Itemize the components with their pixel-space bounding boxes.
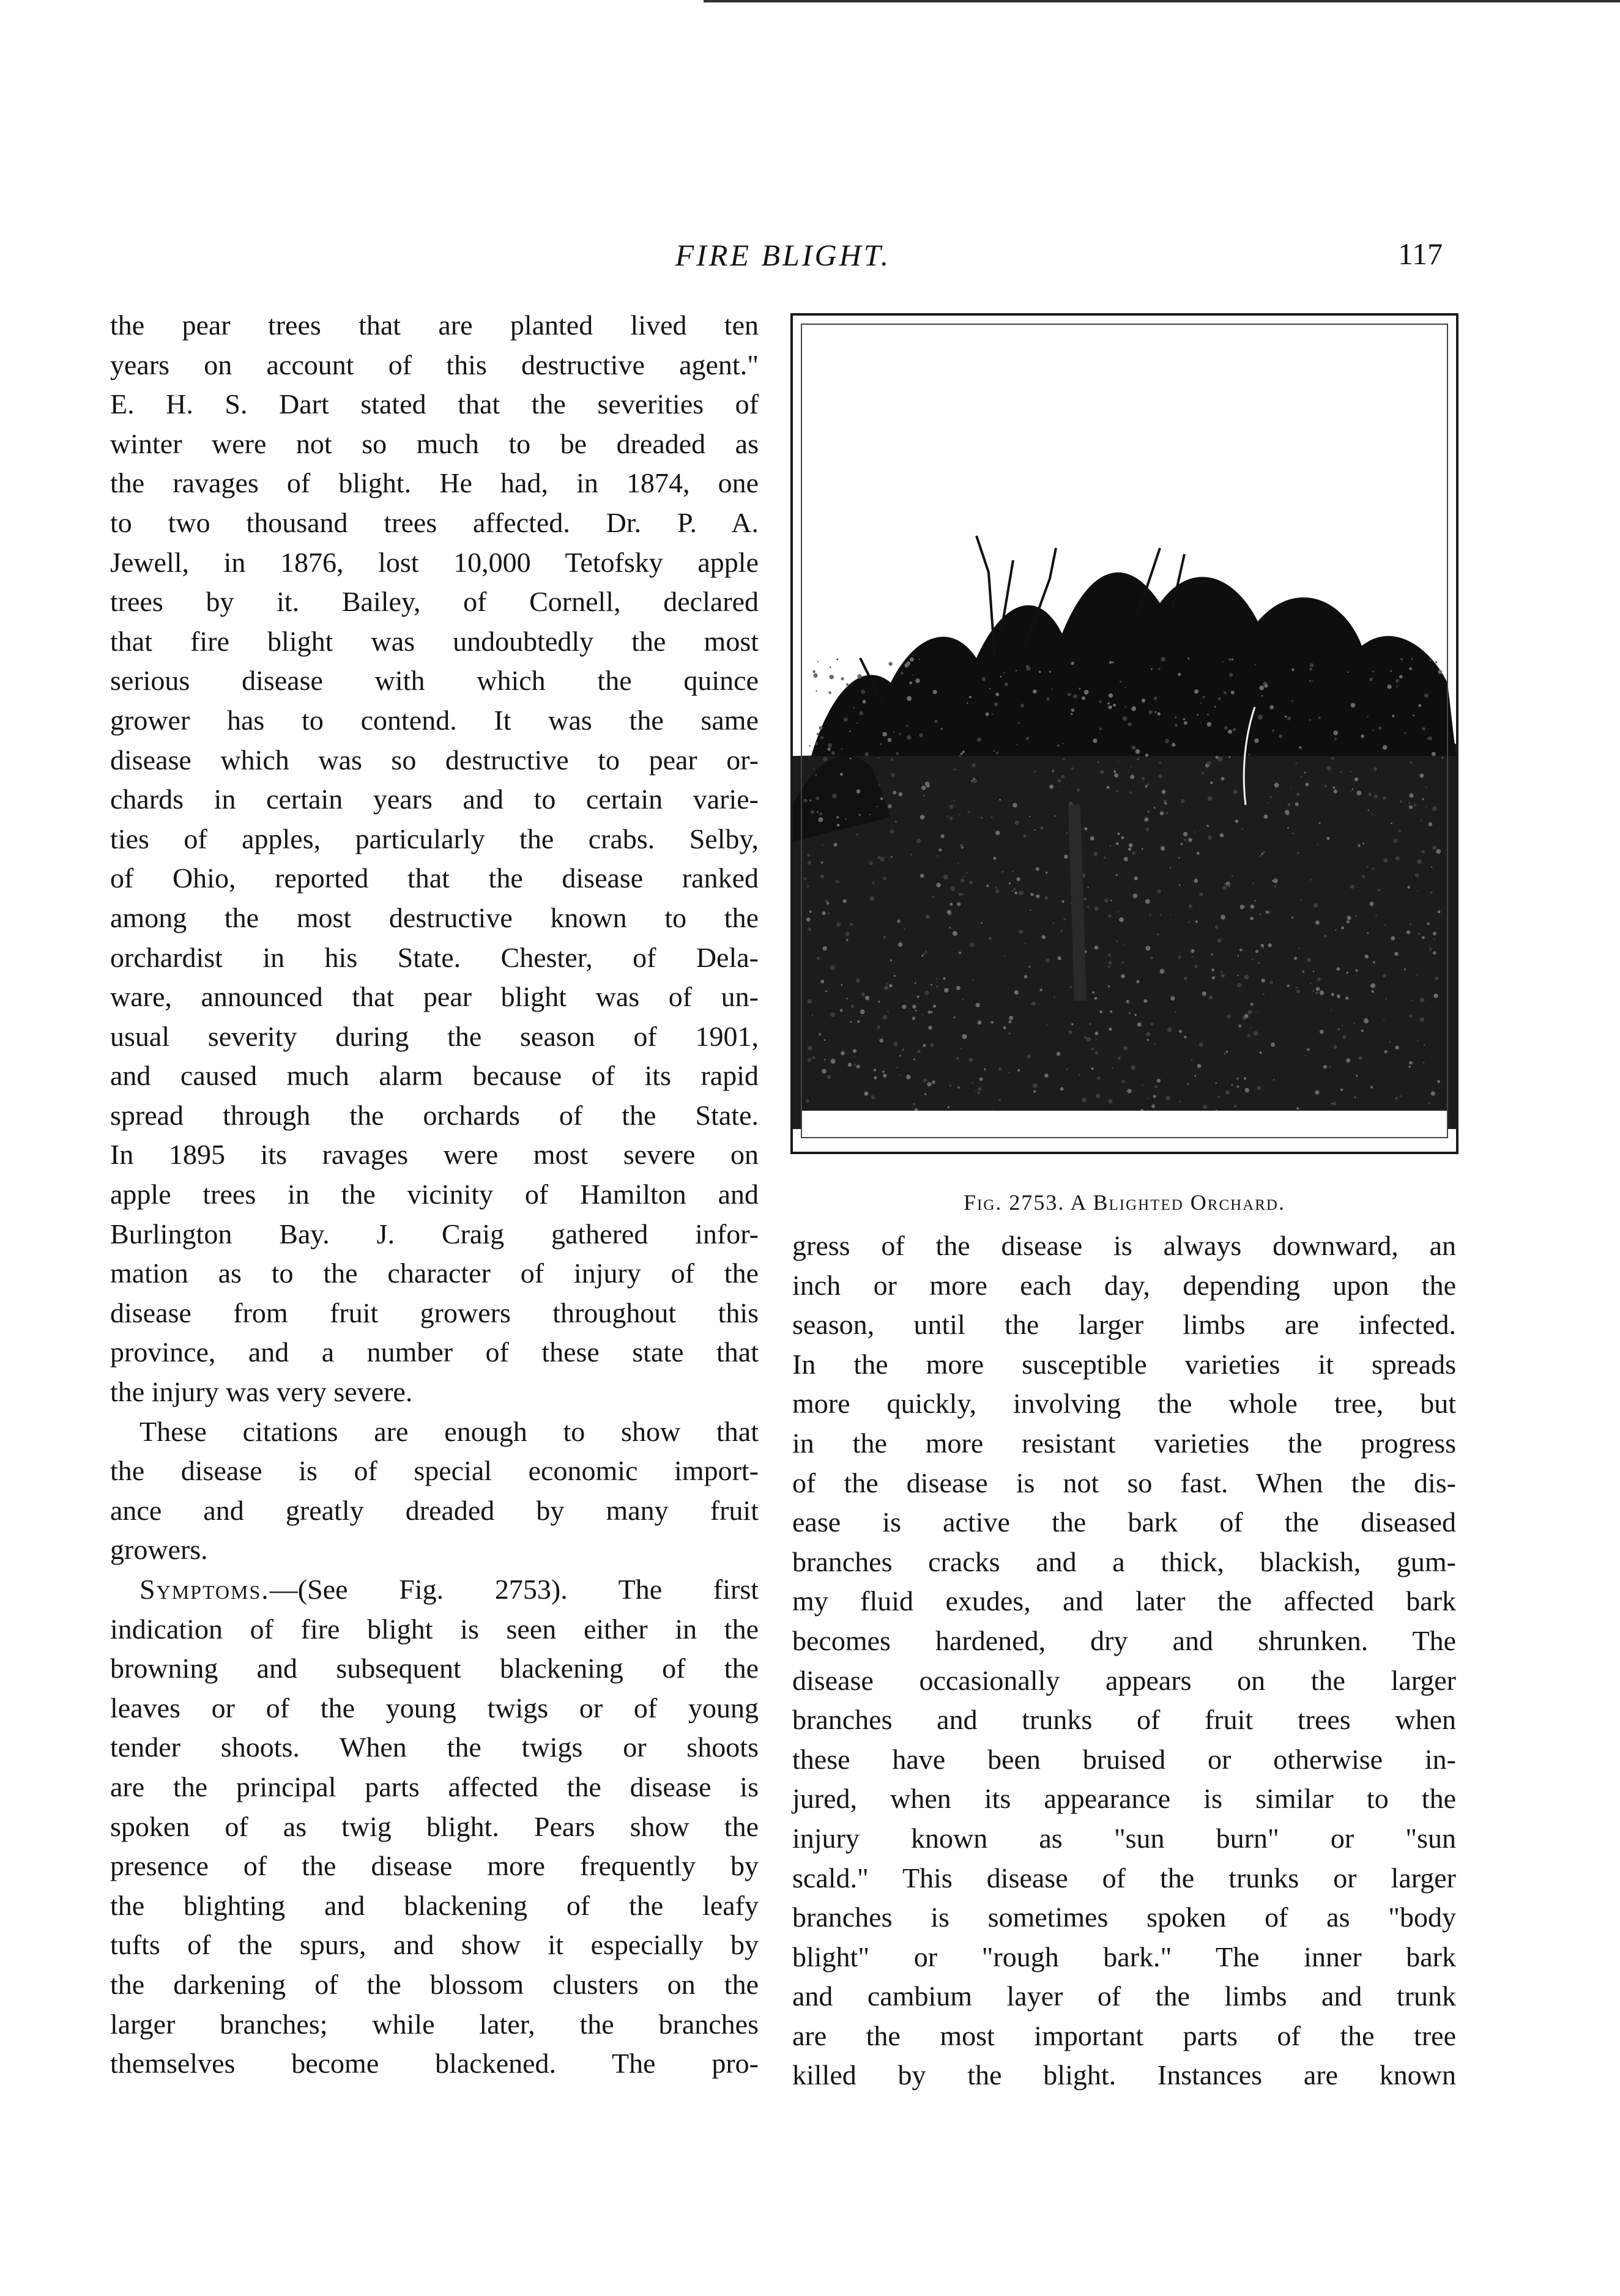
text-line: tender shoots. When the twigs or shoots <box>110 1731 759 1763</box>
text-line: In the more susceptible varieties it spreads <box>792 1348 1456 1380</box>
text-line: tufts of the spurs, and show it especially by <box>110 1929 759 1961</box>
text-line: the disease is of special economic import- <box>110 1455 759 1487</box>
text-line: the injury was very severe. <box>110 1376 413 1408</box>
text-line: grower has to contend. It was the same <box>110 704 759 736</box>
blighted-orchard-photo <box>793 316 1456 1152</box>
text-line: inch or more each day, depending upon the <box>792 1269 1456 1301</box>
text-line: disease occasionally appears on the larger <box>792 1664 1456 1696</box>
paragraph-continuation <box>792 1226 1456 2095</box>
text-line: province, and a number of these state that <box>110 1336 759 1368</box>
text-line: In 1895 its ravages were most severe on <box>110 1139 759 1171</box>
text-line: in the more resistant varieties the progress <box>792 1427 1456 1459</box>
text-line: trees by it. Bailey, of Cornell, declared <box>110 586 759 618</box>
text-line: are the principal parts affected the disease is <box>110 1771 759 1802</box>
text-line: apple trees in the vicinity of Hamilton and <box>110 1179 759 1210</box>
text-line: disease which was so destructive to pear or- <box>110 744 759 776</box>
text-line: among the most destructive known to the <box>110 902 759 933</box>
text-line: indication of fire blight is seen either in the <box>110 1613 759 1645</box>
text-line: ties of apples, particularly the crabs. Selby, <box>110 823 759 854</box>
text-line: my fluid exudes, and later the affected bark <box>792 1585 1456 1617</box>
text-line: to two thousand trees affected. Dr. P. A. <box>110 506 759 538</box>
text-line: orchardist in his State. Chester, of Dela- <box>110 941 759 973</box>
text-line: these have been bruised or otherwise in- <box>792 1743 1456 1775</box>
text-line: disease from fruit growers throughout this <box>110 1297 759 1328</box>
text-line: gress of the disease is always downward, an <box>792 1230 1456 1261</box>
text-line: chards in certain years and to certain varie- <box>110 783 759 815</box>
text-line: that fire blight was undoubtedly the most <box>110 625 759 657</box>
text-line: season, until the larger limbs are infected. <box>792 1309 1456 1341</box>
text-line: the darkening of the blossom clusters on the <box>110 1968 759 2000</box>
symptoms-first-line-text: —(See Fig. 2753). The first <box>269 1574 759 1605</box>
text-line: themselves become blackened. The pro- <box>110 2048 759 2079</box>
text-line: ance and greatly dreaded by many fruit <box>110 1494 759 1526</box>
text-line: years on account of this destructive agent." <box>110 349 759 380</box>
text-line: usual severity during the season of 1901, <box>110 1020 759 1052</box>
text-line: winter were not so much to be dreaded as <box>110 428 759 459</box>
text-line: more quickly, involving the whole tree, but <box>792 1388 1456 1420</box>
text-line: presence of the disease more frequently by <box>110 1850 759 1882</box>
symptoms-first-line <box>110 1570 759 1610</box>
text-line: and cambium layer of the limbs and trunk <box>792 1980 1456 2012</box>
text-line: spoken of as twig blight. Pears show the <box>110 1810 759 1842</box>
text-line: the blighting and blackening of the leafy <box>110 1889 759 1921</box>
text-line: growers. <box>110 1534 208 1566</box>
text-line: ware, announced that pear blight was of un- <box>110 981 759 1013</box>
text-line: and caused much alarm because of its rapid <box>110 1060 759 1092</box>
text-line: serious disease with which the quince <box>110 665 759 697</box>
text-line: These citations are enough to show that <box>139 1415 759 1447</box>
text-line: scald." This disease of the trunks or larger <box>792 1862 1456 1894</box>
text-line: of Ohio, reported that the disease ranked <box>110 862 759 894</box>
paragraph-citations <box>110 306 759 1412</box>
text-line: ease is active the bark of the diseased <box>792 1506 1456 1538</box>
text-line: larger branches; while later, the branches <box>110 2008 759 2040</box>
top-rule <box>704 0 1620 2</box>
symptoms-heading: Symptoms. <box>139 1574 270 1605</box>
text-line: killed by the blight. Instances are known <box>792 2059 1456 2091</box>
text-line: becomes hardened, dry and shrunken. The <box>792 1624 1456 1656</box>
figure-blighted-orchard <box>790 313 1458 1154</box>
text-line: branches and trunks of fruit trees when <box>792 1704 1456 1736</box>
left-column <box>110 306 759 2084</box>
paragraph-symptoms <box>110 1570 759 2084</box>
text-line: spread through the orchards of the State. <box>110 1099 759 1131</box>
text-line: browning and subsequent blackening of the <box>110 1653 759 1684</box>
figure-caption: Fig. 2753. A Blighted Orchard. <box>964 1190 1285 1215</box>
text-line: blight" or "rough bark." The inner bark <box>792 1941 1456 1972</box>
text-line: jured, when its appearance is similar to the <box>792 1783 1456 1815</box>
text-line: of the disease is not so fast. When the dis- <box>792 1467 1456 1498</box>
text-line: branches cracks and a thick, blackish, gum- <box>792 1546 1456 1577</box>
text-line: Burlington Bay. J. Craig gathered infor- <box>110 1218 759 1250</box>
text-line: leaves or of the young twigs or of young <box>110 1692 759 1724</box>
text-line: E. H. S. Dart stated that the severities of <box>110 388 759 420</box>
text-line: the ravages of blight. He had, in 1874, one <box>110 467 759 499</box>
text-line: Jewell, in 1876, lost 10,000 Tetofsky apple <box>110 546 759 578</box>
text-line: injury known as "sun burn" or "sun <box>792 1822 1456 1854</box>
text-line: mation as to the character of injury of the <box>110 1257 759 1289</box>
page-number: 117 <box>1398 237 1443 271</box>
text-line: are the most important parts of the tree <box>792 2020 1456 2051</box>
text-line: the pear trees that are planted lived ten <box>110 309 759 341</box>
text-line: branches is sometimes spoken of as "body <box>792 1902 1456 1933</box>
right-column <box>792 1226 1456 2095</box>
running-head: FIRE BLIGHT. <box>675 238 891 272</box>
paragraph-economic-importance <box>110 1412 759 1570</box>
